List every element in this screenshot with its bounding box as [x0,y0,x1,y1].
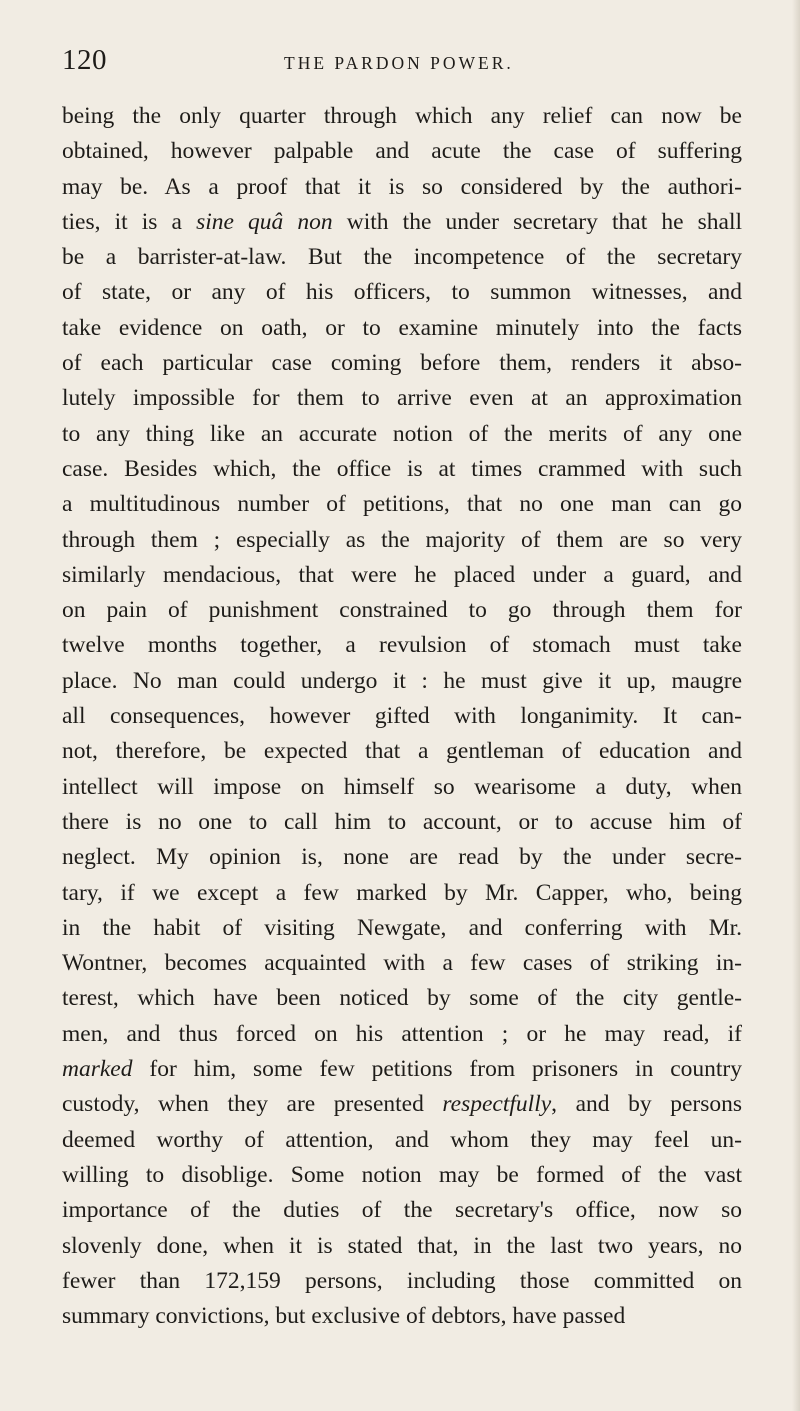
text-line: similarly mendacious, that were he placed under a guard, and [62,561,742,588]
text-line: take evidence on oath, or to examine minutely into the facts [62,314,742,341]
text-line: may be. As a proof that it is so considered by the authori- [62,173,742,200]
text-line: custody, when they are presented respectfully, and by persons [62,1091,742,1118]
running-head: THE PARDON POWER. [284,53,514,73]
italic-text: sine quâ non [196,208,333,235]
text-line: neglect. My opinion is, none are read by the under secre- [62,844,742,871]
text-line: men, and thus forced on his attention ; or he may read, if [62,1020,742,1047]
text-line: case. Besides which, the office is at times crammed with such [62,455,742,482]
text-line: fewer than 172,159 persons, including those committed on [62,1267,742,1294]
text-line: of state, or any of his officers, to summon witnesses, and [62,279,742,306]
text-line: place. No man could undergo it : he must give it up, maugre [62,667,742,694]
text-line: not, therefore, be expected that a gentleman of education and [62,738,742,765]
text-line: slovenly done, when it is stated that, in the last two years, no [62,1232,742,1259]
text-line: in the habit of visiting Newgate, and conferring with Mr. [62,914,742,941]
text-line: to any thing like an accurate notion of the merits of any one [62,420,742,447]
text-line: willing to disoblige. Some notion may be formed of the vast [62,1161,742,1188]
page-number: 120 [62,44,107,76]
text-line: summary convictions, but exclusive of debtors, have passed [62,1303,626,1330]
text-line: there is no one to call him to account, or to accuse him of [62,808,742,835]
text-line: obtained, however palpable and acute the case of suffering [62,138,742,165]
text-line: all consequences, however gifted with longanimity. It can- [62,703,742,730]
text-line: importance of the duties of the secretary's office, now so [62,1197,742,1224]
text-line: deemed worthy of attention, and whom they may feel un- [62,1126,742,1153]
text-line: terest, which have been noticed by some of the city gentle- [62,985,742,1012]
page-edge-shadow [792,0,800,1411]
text-line: be a barrister-at-law. But the incompetence of the secretary [62,244,742,271]
body-text [62,99,742,1334]
text-line: twelve months together, a revulsion of stomach must take [62,632,742,659]
text-line: lutely impossible for them to arrive even at an approximation [62,385,742,412]
text-line: intellect will impose on himself so wearisome a duty, when [62,773,742,800]
text-line: tary, if we except a few marked by Mr. Capper, who, being [62,879,742,906]
italic-text: respectfully [442,1091,552,1118]
italic-text: marked [62,1056,133,1083]
page-header [62,44,752,84]
text-line: of each particular case coming before them, renders it abso- [62,350,742,377]
text-line: a multitudinous number of petitions, that no one man can go [62,491,742,518]
text-line: ties, it is a sine quâ non with the under secretary that he shall [62,208,742,235]
text-line: on pain of punishment constrained to go through them for [62,597,742,624]
text-line: Wontner, becomes acquainted with a few cases of striking in- [62,950,742,977]
text-line: being the only quarter through which any relief can now be [62,103,742,129]
text-line: marked for him, some few petitions from prisoners in country [62,1056,742,1083]
text-line: through them ; especially as the majority of them are so very [62,526,742,553]
